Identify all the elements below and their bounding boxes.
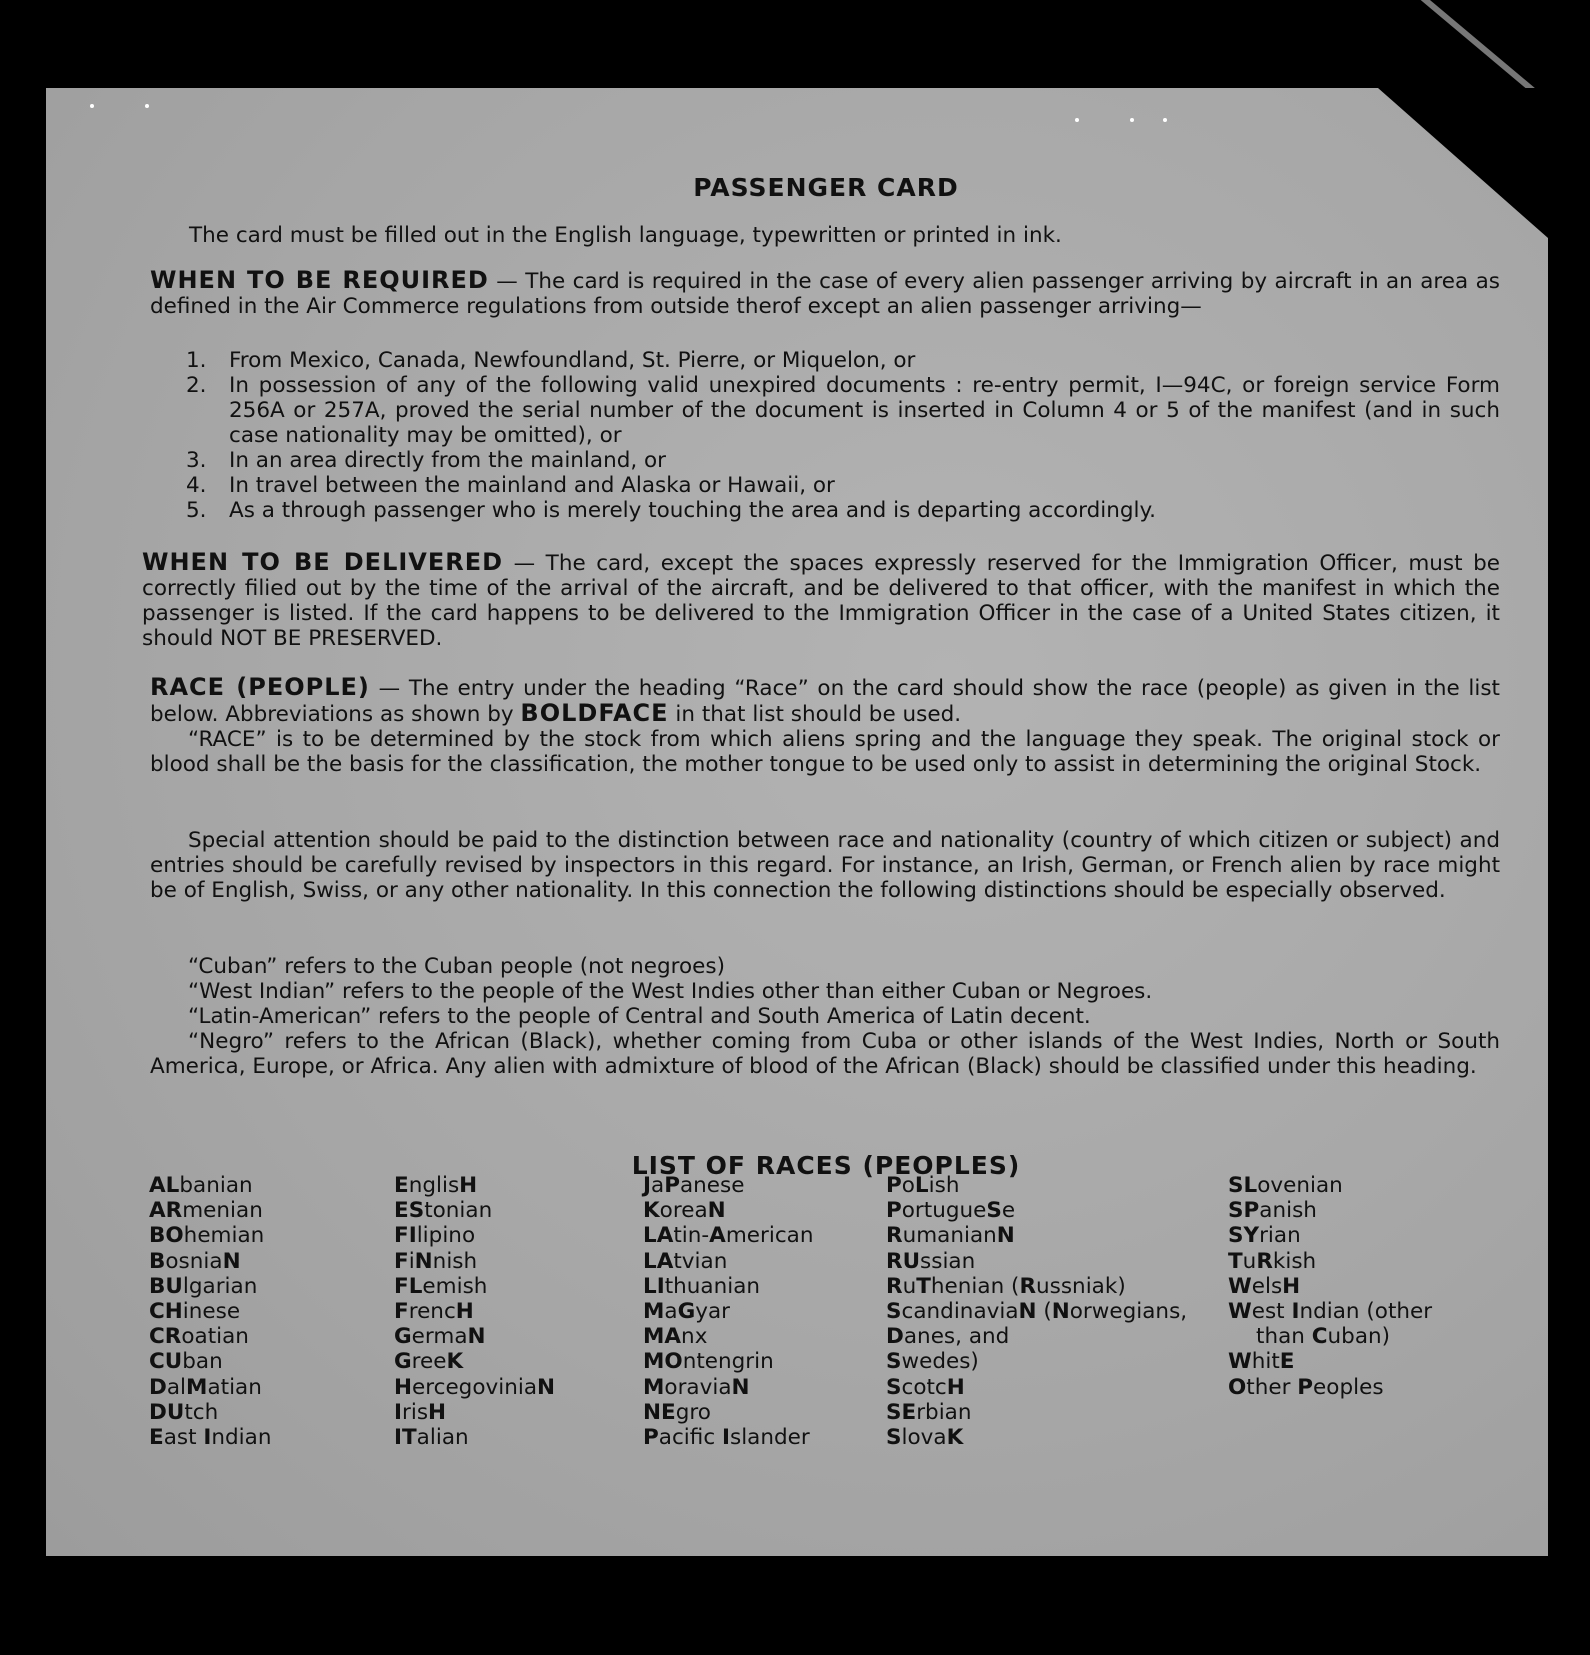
list-item: 3. In an area directly from the mainland, or [186,448,667,473]
list-item: HercegoviniaN [394,1374,556,1400]
when-required-heading: WHEN TO BE REQUIRED [150,266,489,294]
list-item: IrisH [394,1399,447,1425]
races-column-4 [886,1173,1187,1450]
list-item: CHinese [149,1299,241,1325]
list-item: NEgro [643,1399,711,1425]
list-item: PoLish [886,1173,960,1198]
list-item: DUtch [149,1399,219,1425]
races-column-2 [394,1173,555,1450]
list-item: MoraviaN [643,1374,750,1400]
corner-fold-shadow [1377,0,1542,99]
races-column-3 [643,1173,813,1450]
list-item: SErbian [886,1399,972,1425]
list-item: Other Peoples [1228,1374,1384,1400]
list-item: SPanish [1228,1198,1317,1224]
definition-west-indian: “West Indian” refers to the people of the West Indies other than either Cuban or Negroes. [188,979,1153,1004]
list-item: EStonian [394,1198,493,1224]
list-item: 2. In possession of any of the following valid unexpired documents : re-entry permit, I—94C, or foreign service Form 256A or 257A, proved the serial number of the document is inserted in Column 4 or 5 of the manifest (and in such case nationality may be omitted), or [186,373,1500,448]
list-item: SlovaK [886,1425,964,1451]
list-item: WhitE [1228,1349,1295,1375]
definitions [150,954,1500,1079]
list-item: CUban [149,1349,223,1375]
list-item: EnglisH [394,1173,478,1198]
list-item: FLemish [394,1273,488,1299]
list-item: FiNnish [394,1248,478,1274]
when-required-paragraph [150,268,1500,319]
list-item: BOhemian [149,1223,265,1249]
list-item: LAtvian [643,1248,728,1274]
page-title: PASSENGER CARD [693,173,959,202]
definition-negro: “Negro” refers to the African (Black), whether coming from Cuba or other islands of the West Indies, North or South America, Europe, or Africa. Any alien with admixture of blood of the African (Black) should be classified under this heading. [150,1029,1500,1079]
list-item: PortugueSe [886,1198,1016,1224]
list-item: GermaN [394,1324,486,1350]
list-item: TuRkish [1228,1248,1317,1274]
list-item: than Cuban) [1256,1324,1391,1350]
speck [145,104,149,108]
list-item: LAtin-American [643,1223,814,1249]
list-item: ITalian [394,1425,469,1451]
speck [1075,118,1079,122]
list-item: Danes, and [886,1324,1010,1350]
required-exceptions-list [186,348,1500,523]
speck [1163,118,1167,122]
list-item: 5. As a through passenger who is merely touching the area and is departing accordingly. [186,498,1156,523]
list-item: CRoatian [149,1324,249,1350]
list-item: MAnx [643,1324,708,1350]
definition-latin-american: “Latin-American” refers to the people of Central and South America of Latin decent. [188,1004,1091,1029]
race-heading: RACE (PEOPLE) [150,673,370,701]
list-item: MOntengrin [643,1349,774,1375]
list-item: 4. In travel between the mainland and Alaska or Hawaii, or [186,473,835,498]
list-item: FIlipino [394,1223,476,1249]
list-item: RumanianN [886,1223,1015,1249]
list-item: ScotcH [886,1374,965,1400]
list-item: DalMatian [149,1374,262,1400]
list-item: East Indian [149,1425,272,1451]
when-delivered-paragraph [142,550,1500,651]
list-item: ALbanian [149,1173,253,1198]
races-column-5 [1228,1173,1432,1400]
list-item: LIthuanian [643,1273,761,1299]
list-title: LIST OF RACES (PEOPLES) [631,1151,1021,1180]
race-definition: “RACE” is to be determined by the stock from which aliens spring and the language they speak. The original stock or blood shall be the basis for the classification, the mother tongue to be used only to assist in determining the original Stock. [150,727,1500,777]
list-item: SLovenian [1228,1173,1343,1198]
list-item: West Indian (other [1228,1299,1433,1325]
list-item: KoreaN [643,1198,726,1224]
list-item: Swedes) [886,1349,979,1375]
list-item: BosniaN [149,1248,241,1274]
speck [1130,118,1134,122]
when-delivered-text: — The card, except the spaces expressly reserved for the Immigration Officer, must be correctly filied out by the time of the arrival of the aircraft, and be delivered to that officer, with the manifest in which the passenger is listed. If the card happens to be delivered to the Immigration Officer in the case of a United States citizen, it should NOT BE PRESERVED. [142,551,1501,651]
race-paragraph: RACE (PEOPLE) — The entry under the heading “Race” on the card should show the race (people) as given in the list below. Abbreviations as shown by BOLDFACE in that list should be used. “RACE” is to be determined by the stock from which aliens spring and the language they speak. The original stock or blood shall be the basis for the classification, the mother tongue to be used only to assist in determining the original Stock. [150,673,1500,777]
list-item: Pacifc Islander [643,1425,810,1451]
races-column-1 [149,1173,271,1450]
list-item: FrencH [394,1299,474,1325]
special-attention-paragraph: Special attention should be paid to the distinction between race and nationality (country of which citizen or subject) and entries should be carefully revised by inspectors in this regard. For instance, an Irish, German, or French alien by race might be of English, Swiss, or any other nationality. In this connection the following distinctions should be especially observed. [150,828,1500,903]
list-item: RUssian [886,1248,976,1274]
when-required-text: — The card is required in the case of every alien passenger arriving by aircraft in an area as defined in the Air Commerce regulations from outside therof except an alien passenger arriving— [150,269,1500,319]
list-item: BUlgarian [149,1273,258,1299]
speck [90,104,94,108]
list-item: MaGyar [643,1299,731,1325]
list-item: SYrian [1228,1223,1301,1249]
corner-fold [1378,88,1548,238]
list-item: ARmenian [149,1198,263,1224]
list-item: 1. From Mexico, Canada, Newfoundland, St. Pierre, or Miquelon, or [186,348,916,373]
passenger-card [46,88,1548,1556]
definition-cuban: “Cuban” refers to the Cuban people (not negroes) [188,954,725,979]
when-delivered-heading: WHEN TO BE DELIVERED [142,548,504,576]
list-item: GreeK [394,1349,464,1375]
list-item: JaPanese [643,1173,745,1198]
boldface-label: BOLDFACE [520,699,669,727]
list-item: WelsH [1228,1273,1301,1299]
list-item: ScandinaviaN (Norwegians, [886,1299,1188,1325]
intro-text: The card must be filled out in the English language, typewritten or printed in ink. [189,223,1062,248]
list-item: RuThenian (Russniak) [886,1273,1126,1299]
